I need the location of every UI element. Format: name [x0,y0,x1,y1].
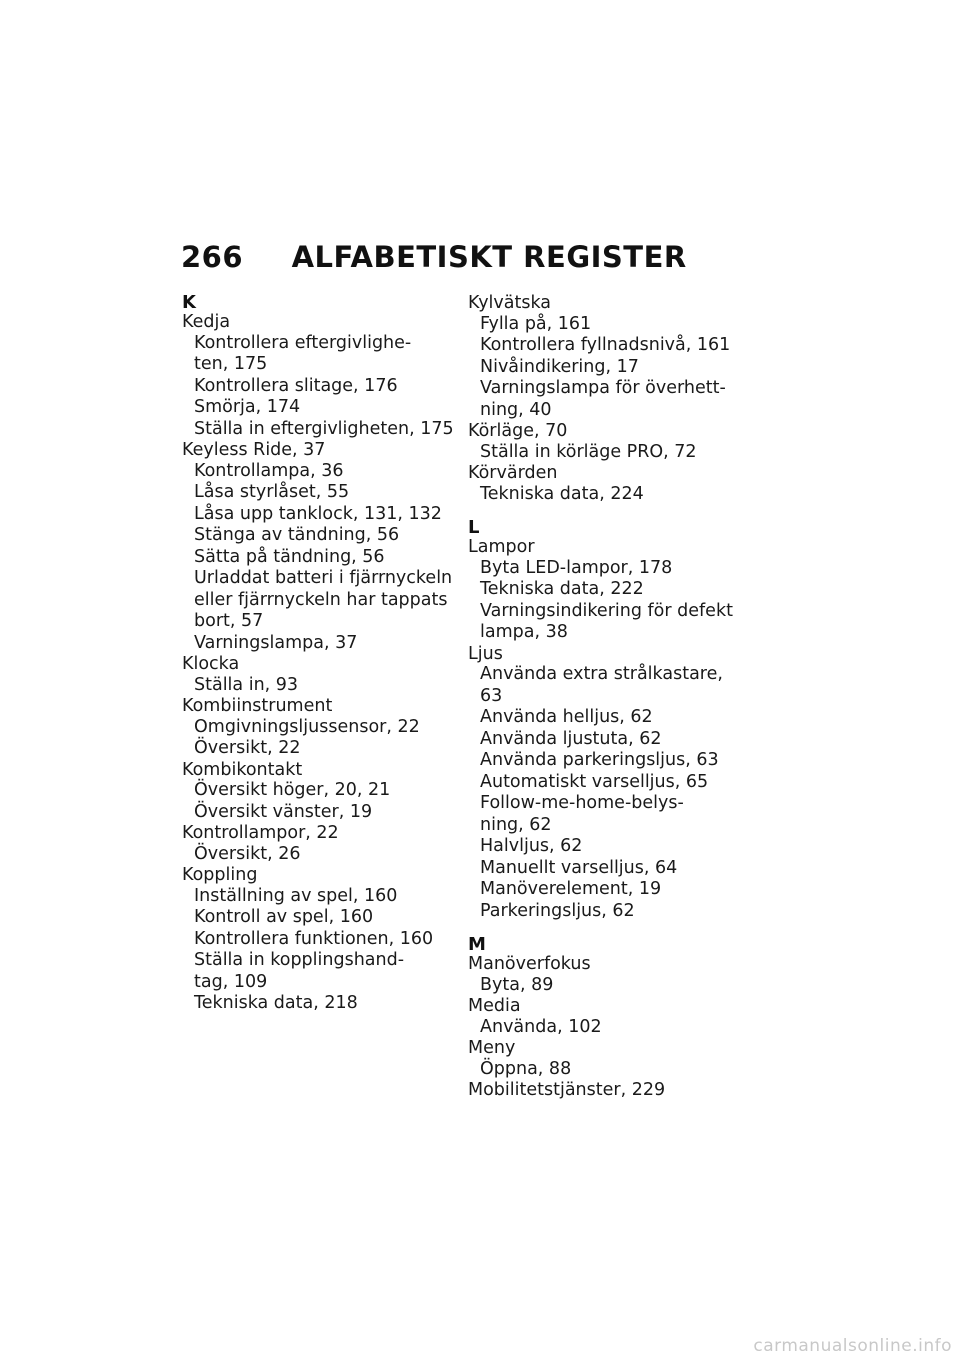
index-entry: Körvärden [468,463,558,483]
index-subentry: eller fjärrnyckeln har tappats [194,589,448,610]
index-subentry: Tekniska data, 222 [480,579,644,599]
index-subentry: Tekniska data, 224 [480,483,644,504]
index-subentry: Byta, 89 [480,974,554,995]
index-entry: Ljus [468,643,503,664]
index-subentry: Kontrollera fyllnadsnivå, 161 [480,335,731,355]
index-subentry: Omgivningsljussensor, 22 [194,716,420,737]
index-subentry: Manöverelement, 19 [480,879,662,899]
section-gap [468,505,748,518]
index-subentry: Använda extra strålkastare, 63 [480,664,723,706]
index-letter-heading: L [468,517,480,538]
index-subentry: Använda parkeringsljus, 63 [480,750,719,770]
index-entry: Kombikontakt [182,759,303,780]
index-entry: Meny [468,1038,516,1058]
index-entry: Keyless Ride, 37 [182,440,326,460]
index-subentry: tag, 109 [194,971,268,992]
index-subentry: Byta LED-lampor, 178 [480,557,673,578]
index-subentry: lampa, 38 [480,622,568,642]
section-gap [468,922,748,935]
index-entry: Kombiinstrument [182,696,333,716]
index-entry: Klocka [182,654,240,674]
index-subentry: Tekniska data, 218 [194,993,358,1013]
index-subentry: Översikt, 22 [194,738,301,758]
index-entry: Manöverfokus [468,954,591,974]
page-number: 266 [181,240,244,274]
index-subentry: Använda ljustuta, 62 [480,728,662,749]
index-subentry: Använda helljus, 62 [480,707,653,727]
index-subentry: Ställa in körläge PRO, 72 [480,441,697,462]
index-entry: Mobilitetstjänster, 229 [468,1080,666,1100]
page-title: ALFABETISKT REGISTER [291,240,687,274]
index-subentry: Varningslampa för överhett- [480,378,726,398]
index-subentry: Inställning av spel, 160 [194,885,398,906]
index-subentry: ning, 62 [480,814,552,835]
index-subentry: Kontrollera funktionen, 160 [194,928,434,949]
index-subentry: Varningslampa, 37 [194,632,358,653]
index-subentry: Öppna, 88 [480,1058,572,1079]
index-subentry: ten, 175 [194,354,268,374]
index-subentry: Manuellt varselljus, 64 [480,857,678,878]
index-subentry: Översikt vänster, 19 [194,801,373,822]
index-subentry: Översikt höger, 20, 21 [194,780,391,800]
index-entry: Koppling [182,865,258,885]
index-subentry: ning, 40 [480,399,552,420]
index-letter-heading: M [468,934,486,955]
index-subentry: Parkeringsljus, 62 [480,900,635,921]
index-entry: Media [468,996,521,1016]
index-subentry: Sätta på tändning, 56 [194,546,385,567]
index-subentry: Ställa in kopplingshand- [194,950,405,970]
index-entry: Körläge, 70 [468,421,568,441]
index-subentry: Varningsindikering för defekt [480,600,733,621]
index-subentry: Låsa styrlåset, 55 [194,482,350,502]
index-entry: Kylvätska [468,293,552,313]
index-subentry: Kontrollampa, 36 [194,460,344,481]
index-subentry: Stänga av tändning, 56 [194,525,400,545]
index-entry: Lampor [468,537,535,557]
index-subentry: Kontrollera eftergivlighe- [194,332,412,353]
index-subentry: Kontrollera slitage, 176 [194,375,398,396]
index-subentry: Ställa in eftergivligheten, 175 [194,418,454,439]
watermark: carmanualsonline.info [753,1336,952,1356]
index-subentry: Ställa in, 93 [194,674,299,695]
index-subentry: Halvljus, 62 [480,836,583,856]
index-subentry: Nivåindikering, 17 [480,356,639,377]
index-subentry: Automatiskt varselljus, 65 [480,771,709,792]
index-entry: Kontrollampor, 22 [182,823,339,843]
index-subentry: Översikt, 26 [194,843,301,864]
index-subentry: Kontroll av spel, 160 [194,907,374,927]
index-subentry: bort, 57 [194,611,264,631]
index-subentry: Använda, 102 [480,1016,602,1037]
index-entry: Kedja [182,312,231,332]
index-column-left [182,293,462,1015]
page-header [181,240,687,274]
index-subentry: Urladdat batteri i fjärrnyckeln [194,568,453,588]
index-subentry: Låsa upp tanklock, 131, 132 [194,503,442,524]
index-subentry: Follow-me-home-belys- [480,793,684,813]
index-letter-heading: K [182,292,196,313]
index-subentry: Smörja, 174 [194,397,301,417]
index-column-right [468,293,748,1101]
index-subentry: Fylla på, 161 [480,313,592,334]
